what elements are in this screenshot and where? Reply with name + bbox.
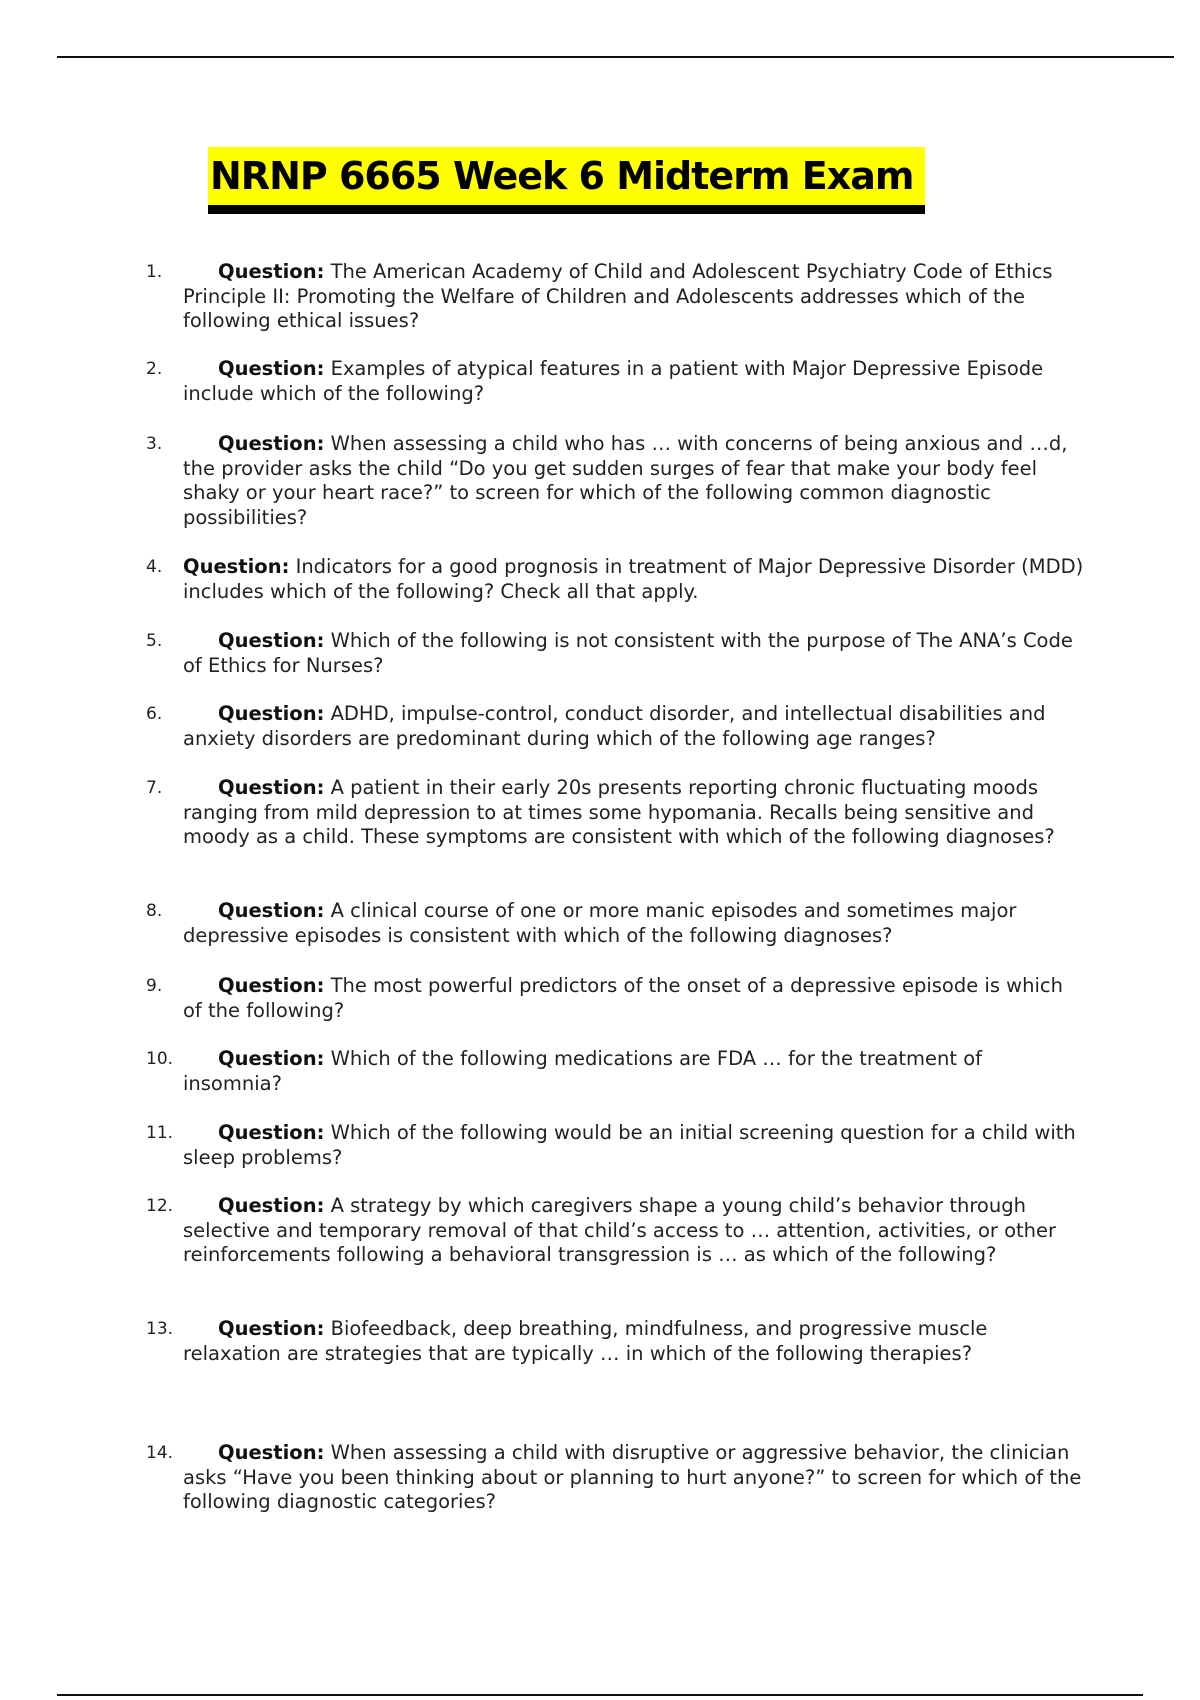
question-text: A clinical course of one or more manic episodes and sometimes major depressive episodes is consistent with which of the following diagnoses? [183, 899, 1017, 947]
question-label: Question: [218, 432, 325, 455]
question-number: 2. [146, 359, 163, 379]
question-text: ADHD, impulse-control, conduct disorder, and intellectual disabilities and anxiety disorders are predominant during which of the following age ranges? [183, 702, 1046, 750]
bottom-rule [57, 1694, 1143, 1696]
question-item [146, 629, 1086, 678]
question-number: 4. [146, 557, 163, 577]
question-item [146, 899, 1086, 948]
question-text: Which of the following would be an initial screening question for a child with sleep problems? [183, 1121, 1076, 1169]
question-label: Question: [218, 899, 325, 922]
question-number: 11. [146, 1123, 174, 1143]
question-number: 8. [146, 901, 163, 921]
question-item [146, 1317, 1086, 1366]
question-item [146, 1121, 1086, 1170]
question-text: Biofeedback, deep breathing, mindfulness, and progressive muscle relaxation are strategies that are typically … in which of the following therapies? [183, 1317, 988, 1365]
question-label: Question: [218, 357, 325, 380]
question-label: Question: [218, 702, 325, 725]
question-label: Question: [218, 1194, 325, 1217]
question-number: 5. [146, 631, 163, 651]
question-label: Question: [218, 260, 325, 283]
document-title: NRNP 6665 Week 6 Midterm Exam [208, 147, 925, 214]
question-item [146, 555, 1086, 604]
question-item [146, 776, 1086, 850]
question-number: 7. [146, 778, 163, 798]
question-text: A strategy by which caregivers shape a young child’s behavior through selective and temporary removal of that child’s access to … attention, activities, or other reinforcements following a behavioral transgression is … as which of the following? [183, 1194, 1057, 1266]
question-label: Question: [218, 1317, 325, 1340]
question-text: Indicators for a good prognosis in treatment of Major Depressive Disorder (MDD) includes which of the following? Check all that apply. [183, 555, 1084, 603]
question-text: When assessing a child with disruptive or aggressive behavior, the clinician asks “Have you been thinking about or planning to hurt anyone?” to screen for which of the following diagnostic categories? [183, 1441, 1082, 1513]
question-item [146, 432, 1086, 530]
question-label: Question: [218, 1047, 325, 1070]
question-text: The American Academy of Child and Adolescent Psychiatry Code of Ethics Principle II: Promoting the Welfare of Children and Adolescents addresses which of the following ethical issues? [183, 260, 1053, 332]
question-text: Which of the following medications are FDA … for the treatment of insomnia? [183, 1047, 983, 1095]
question-number: 1. [146, 262, 163, 282]
question-item [146, 357, 1086, 406]
question-text: Examples of atypical features in a patient with Major Depressive Episode include which of the following? [183, 357, 1044, 405]
question-label: Question: [218, 1441, 325, 1464]
question-label: Question: [218, 974, 325, 997]
question-label: Question: [218, 776, 325, 799]
question-item [146, 260, 1086, 334]
question-number: 6. [146, 704, 163, 724]
question-item [146, 974, 1086, 1023]
question-label: Question: [183, 555, 290, 578]
question-text: A patient in their early 20s presents reporting chronic fluctuating moods ranging from mild depression to at times some hypomania. Recalls being sensitive and moody as a child. These symptoms are consistent with which of the following diagnoses? [183, 776, 1055, 848]
question-number: 9. [146, 976, 163, 996]
question-number: 13. [146, 1319, 174, 1339]
question-text: Which of the following is not consistent with the purpose of The ANA’s Code of Ethics for Nurses? [183, 629, 1073, 677]
question-item [146, 1194, 1086, 1268]
question-number: 14. [146, 1443, 174, 1463]
question-text: When assessing a child who has … with concerns of being anxious and …d, the provider asks the child “Do you get sudden surges of fear that make your body feel shaky or your heart race?” to screen for which of the following common diagnostic possibilities? [183, 432, 1068, 529]
question-number: 3. [146, 434, 163, 454]
question-item [146, 1047, 1086, 1096]
question-label: Question: [218, 1121, 325, 1144]
question-number: 12. [146, 1196, 174, 1216]
question-number: 10. [146, 1049, 174, 1069]
question-label: Question: [218, 629, 325, 652]
question-text: The most powerful predictors of the onset of a depressive episode is which of the following? [183, 974, 1063, 1022]
question-item [146, 1441, 1086, 1515]
question-item [146, 702, 1086, 751]
